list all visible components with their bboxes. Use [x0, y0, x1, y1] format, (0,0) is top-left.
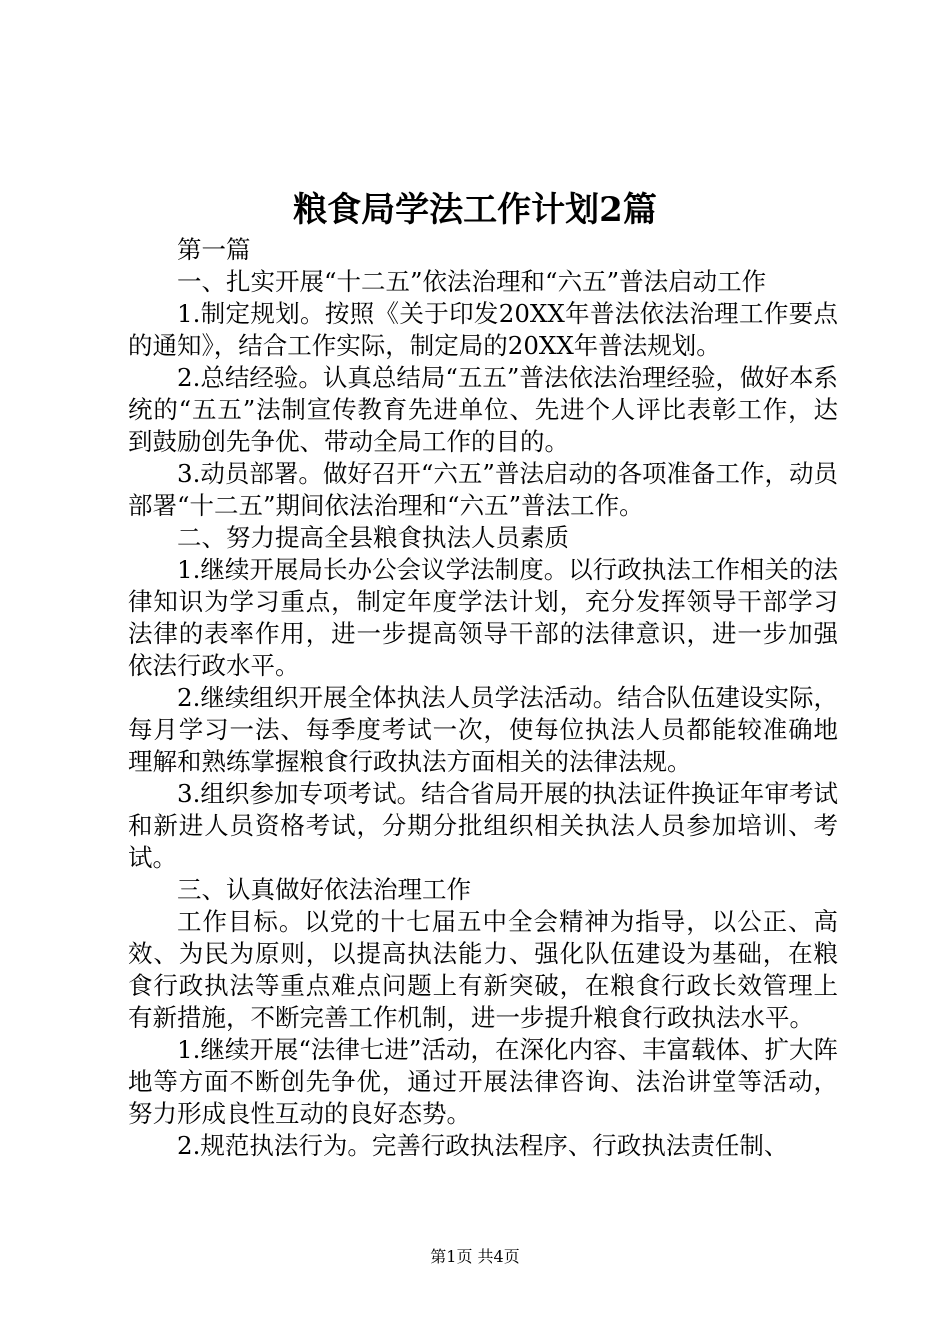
- body-paragraph: 3.组织参加专项考试。结合省局开展的执法证件换证年审考试和新进人员资格考试，分期分批组织相关执法人员参加培训、考试。: [128, 779, 838, 872]
- page-footer: [0, 1246, 950, 1268]
- document-body: [128, 234, 838, 1162]
- body-paragraph: 1.继续开展“法律七进”活动，在深化内容、丰富载体、扩大阵地等方面不断创先争优，通过开展法律咨询、法治讲堂等活动，努力形成良性互动的良好态势。: [128, 1035, 838, 1128]
- document-title: 粮食局学法工作计划2篇: [293, 190, 657, 230]
- body-paragraph: 2.继续组织开展全体执法人员学法活动。结合队伍建设实际，每月学习一法、每季度考试一次，使每位执法人员都能较准确地理解和熟练掌握粮食行政执法方面相关的法律法规。: [128, 683, 838, 776]
- page-number: 第1页: [430, 1247, 473, 1266]
- body-paragraph: 2.总结经验。认真总结局“五五”普法依法治理经验，做好本系统的“五五”法制宣传教育先进单位、先进个人评比表彰工作，达到鼓励创先争优、带动全局工作的目的。: [128, 363, 838, 456]
- body-paragraph: 工作目标。以党的十七届五中全会精神为指导，以公正、高效、为民为原则，以提高执法能力、强化队伍建设为基础，在粮食行政执法等重点难点问题上有新突破，在粮食行政长效管理上有新措施，不断完善工作机制，进一步提升粮食行政执法水平。: [128, 907, 838, 1032]
- section-label: 第一篇: [177, 235, 251, 264]
- section-heading: 三、认真做好依法治理工作: [177, 875, 471, 904]
- page-total: 共4页: [477, 1247, 520, 1266]
- body-paragraph: 1.继续开展局长办公会议学法制度。以行政执法工作相关的法律知识为学习重点，制定年度学法计划，充分发挥领导干部学习法律的表率作用，进一步提高领导干部的法律意识，进一步加强依法行政水平。: [128, 555, 838, 680]
- section-heading: 一、扎实开展“十二五”依法治理和“六五”普法启动工作: [177, 267, 767, 296]
- body-paragraph: 1.制定规划。按照《关于印发20XX年普法依法治理工作要点的通知》，结合工作实际，制定局的20XX年普法规划。: [128, 299, 838, 360]
- body-paragraph: 2.规范执法行为。完善行政执法程序、行政执法责任制、: [177, 1131, 789, 1160]
- body-paragraph: 3.动员部署。做好召开“六五”普法启动的各项准备工作，动员部署“十二五”期间依法治理和“六五”普法工作。: [128, 459, 838, 520]
- section-heading: 二、努力提高全县粮食执法人员素质: [177, 523, 569, 552]
